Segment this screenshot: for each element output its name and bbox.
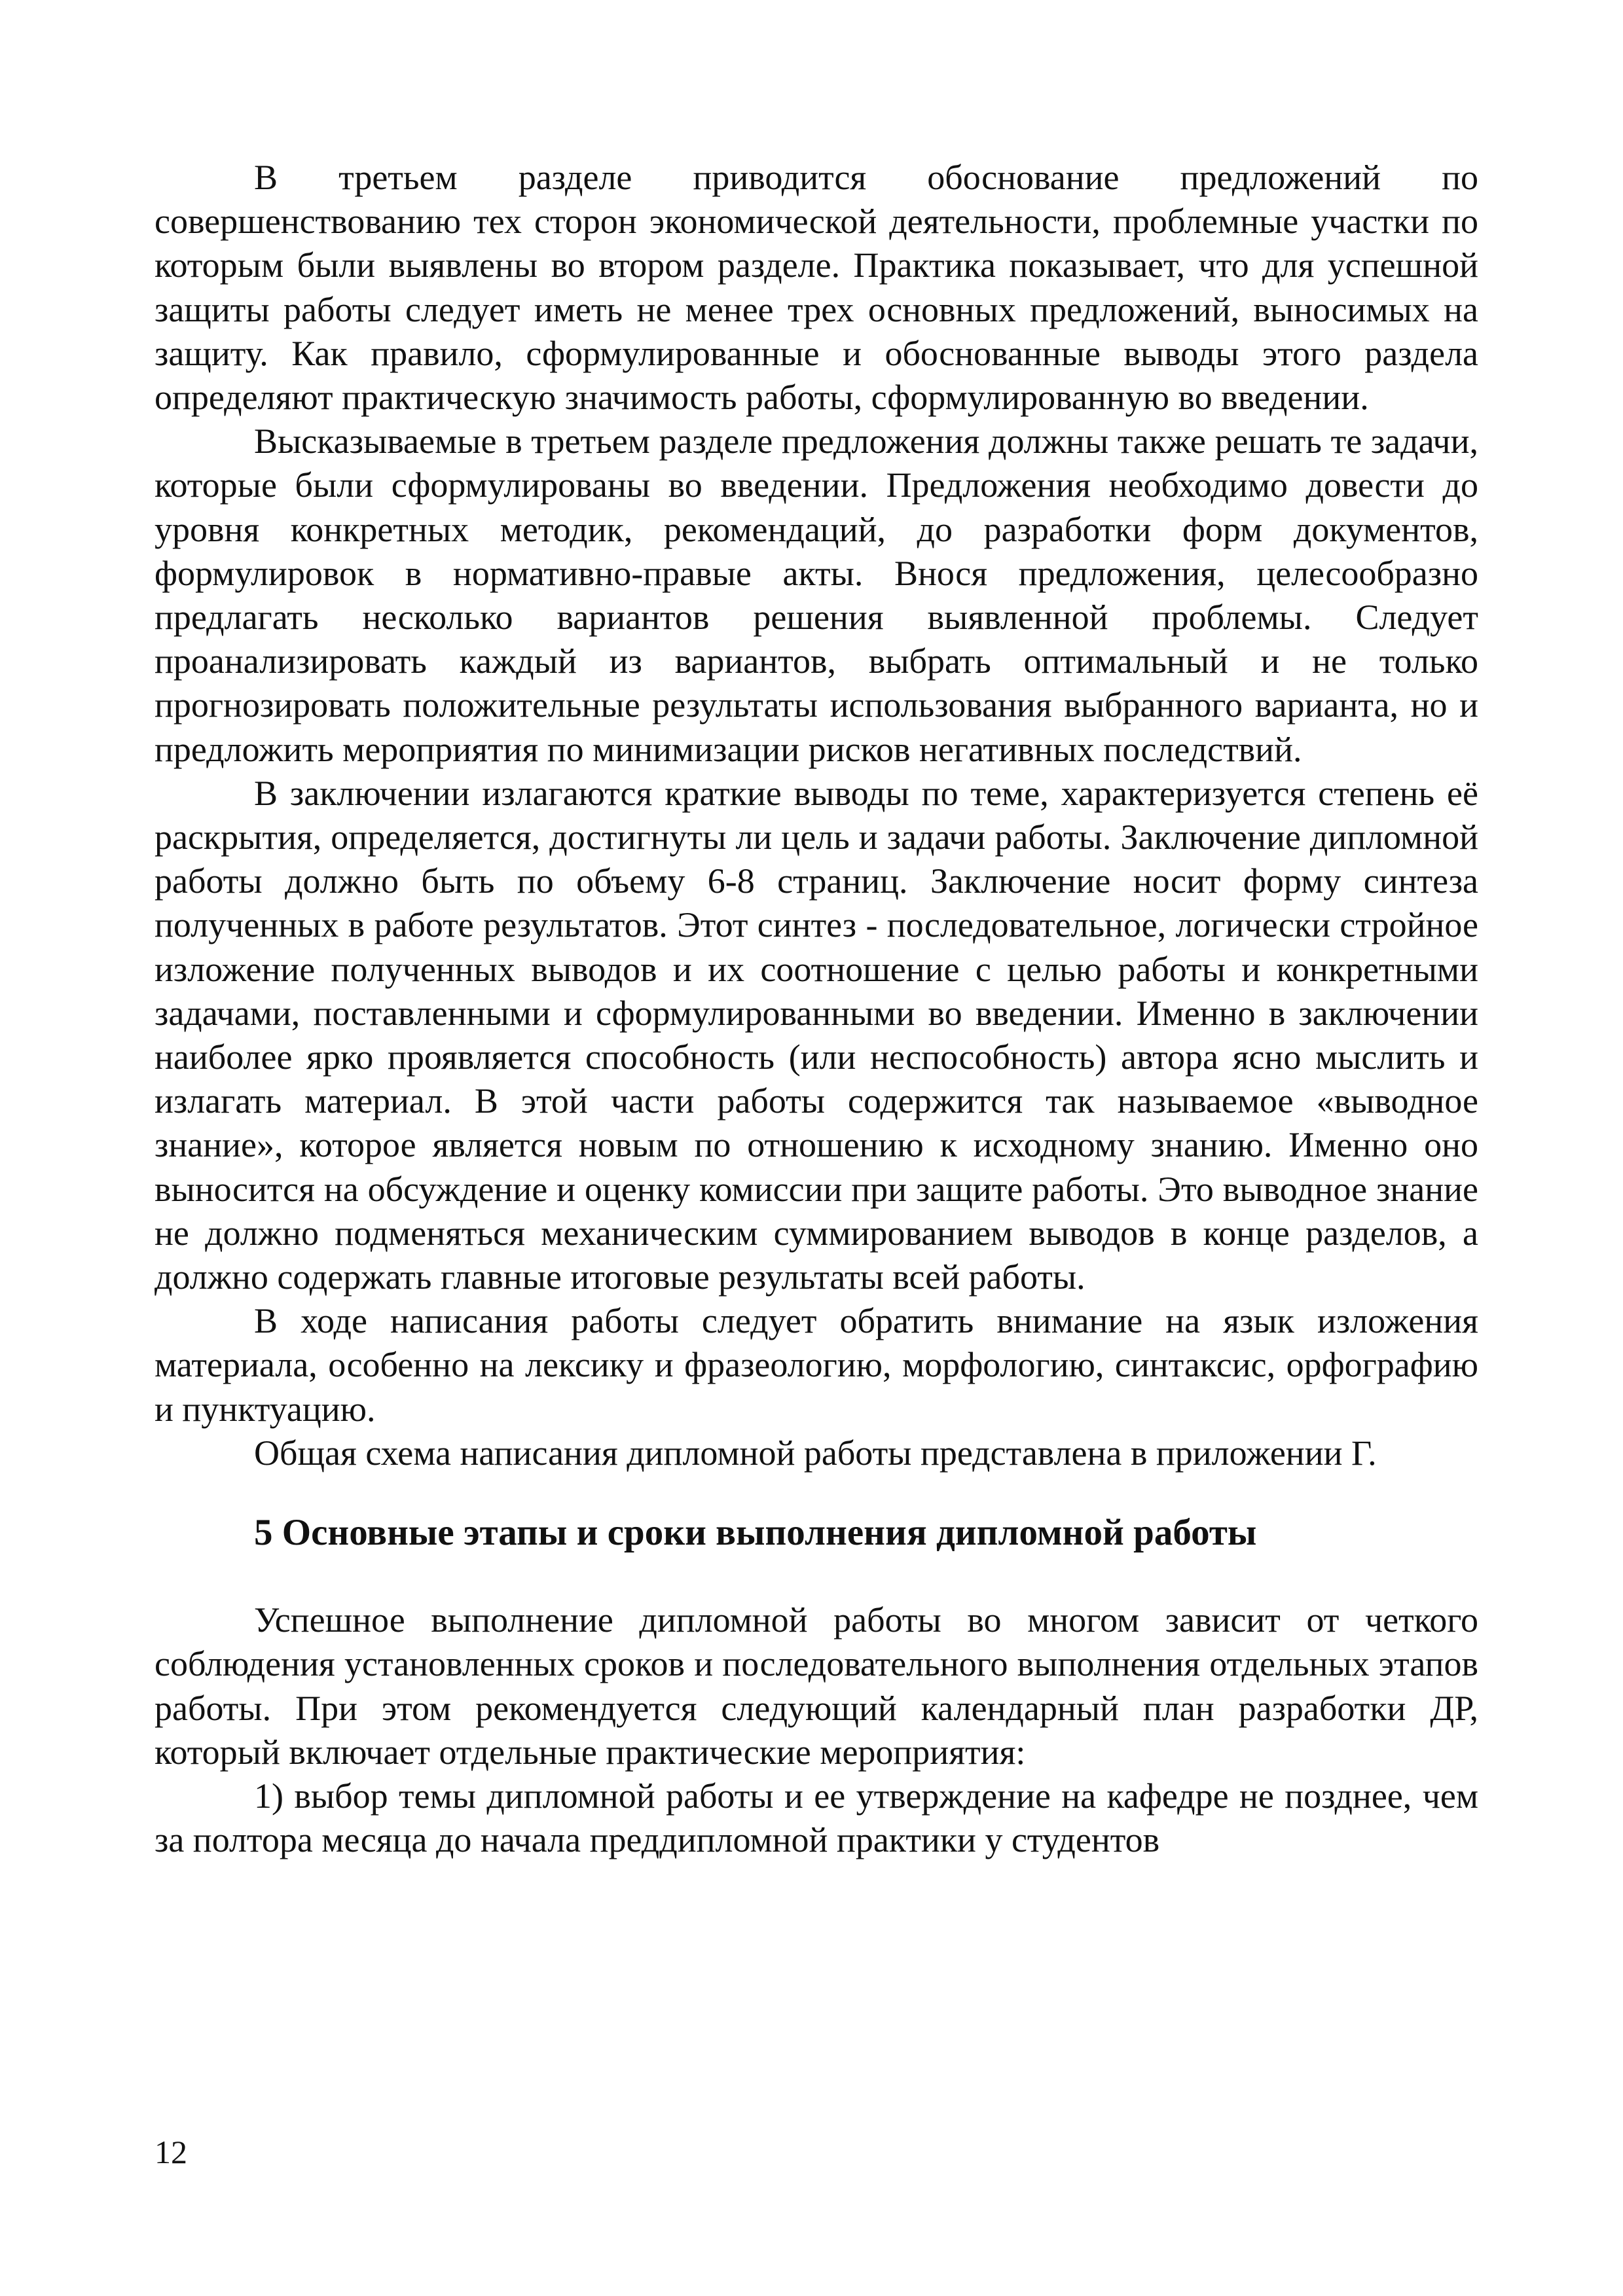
paragraph-list-item-1: 1) выбор темы дипломной работы и ее утверждение на кафедре не позднее, чем за полтора месяца до начала преддипломной практики у студентов bbox=[155, 1776, 1478, 1860]
paragraph-proposals-tasks: Высказываемые в третьем разделе предложения должны также решать те задачи, которые были сформулированы во введении. Предложения необходимо довести до уровня конкретных методик, рекомендаций, до разработки форм документов, формулировок в нормативно-правые акты. Внося предложения, целесообразно предлагать несколько вариантов решения выявленной проблемы. Следует проанализировать каждый из вариантов, выбрать оптимальный и не только прогнозировать положительные результаты использования выбранного варианта, но и предложить мероприятия по минимизации рисков негативных последствий. bbox=[155, 422, 1478, 769]
paragraph-language: В ходе написания работы следует обратить внимание на язык изложения материала, особенно на лексику и фразеологию, морфологию, синтаксис, орфографию и пунктуацию. bbox=[155, 1301, 1478, 1429]
page-number: 12 bbox=[155, 2134, 187, 2170]
page-body bbox=[155, 156, 1478, 1862]
paragraph-appendix-reference: Общая схема написания дипломной работы представлена в приложении Г. bbox=[254, 1433, 1377, 1473]
section-heading: 5 Основные этапы и сроки выполнения дипломной работы bbox=[254, 1512, 1257, 1554]
paragraph-conclusion: В заключении излагаются краткие выводы по теме, характеризуется степень её раскрытия, определяется, достигнуты ли цель и задачи работы. Заключение дипломной работы должно быть по объему 6-8 страниц. Заключение носит форму синтеза полученных в работе результатов. Этот синтез - последовательное, логически стройное изложение полученных выводов и их соотношение с целью работы и конкретными задачами, поставленными и сформулированными во введении. Именно в заключении наиболее ярко проявляется способность (или неспособность) автора ясно мыслить и излагать материал. В этой части работы содержится так называемое «выводное знание», которое является новым по отношению к исходному знанию. Именно оно выносится на обсуждение и оценку комиссии при защите работы. Это выводное знание не должно подменяться механическим суммированием выводов в конце разделов, а должно содержать главные итоговые результаты всей работы. bbox=[155, 773, 1478, 1297]
paragraph-schedule-intro: Успешное выполнение дипломной работы во многом зависит от четкого соблюдения установленных сроков и последовательного выполнения отдельных этапов работы. При этом рекомендуется следующий календарный план разработки ДР, который включает отдельные практические мероприятия: bbox=[155, 1600, 1478, 1772]
paragraph-section3-proposals: В третьем разделе приводится обоснование предложений по совершенствованию тех сторон экономической деятельности, проблемные участки по которым были выявлены во втором разделе. Практика показывает, что для успешной защиты работы следует иметь не менее трех основных предложений, выносимых на защиту. Как правило, сформулированные и обоснованные выводы этого раздела определяют практическую значимость работы, сформулированную во введении. bbox=[155, 158, 1478, 418]
